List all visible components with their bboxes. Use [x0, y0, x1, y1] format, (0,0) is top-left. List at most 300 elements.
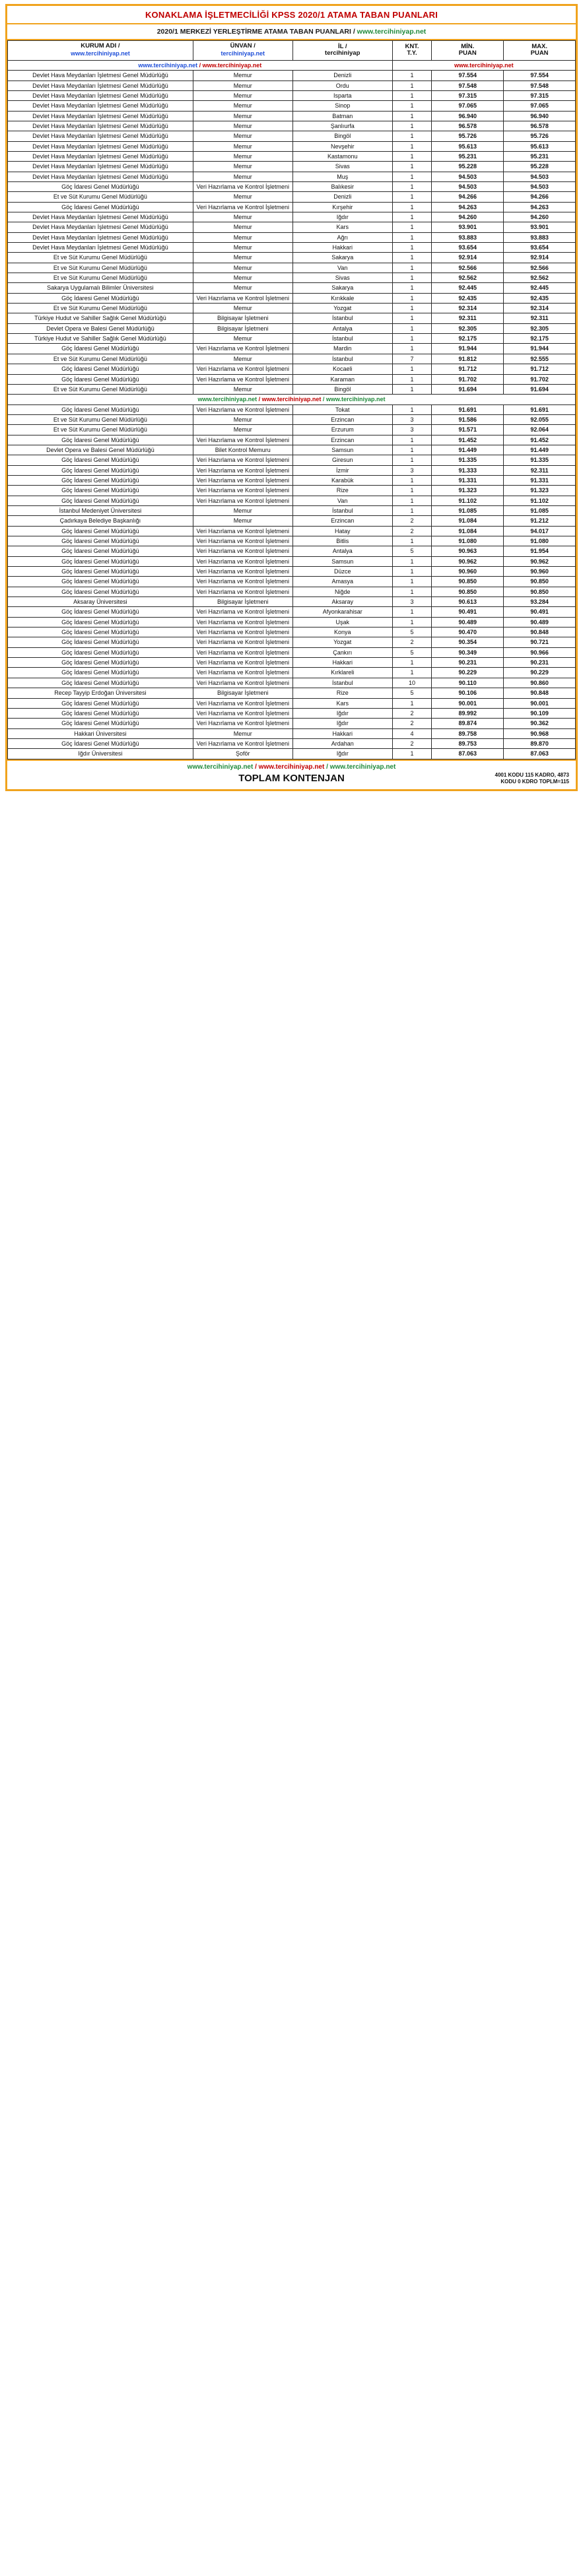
promo-mid-c: / www.tercihiniyap.net [322, 396, 386, 403]
cell-min-puan: 91.571 [432, 425, 504, 435]
cell-unvan: Veri Hazırlama ve Kontrol İşletmeni [193, 617, 292, 627]
cell-unvan: Bilet Kontrol Memuru [193, 445, 292, 455]
cell-max-puan: 90.109 [504, 708, 576, 718]
cell-kontenjan: 1 [392, 475, 432, 485]
cell-kontenjan: 2 [392, 516, 432, 526]
cell-min-puan: 92.314 [432, 304, 504, 313]
cell-il: İstanbul [292, 678, 392, 688]
cell-unvan: Memur [193, 263, 292, 273]
cell-kontenjan: 1 [392, 364, 432, 374]
cell-unvan: Veri Hazırlama ve Kontrol İşletmeni [193, 496, 292, 505]
cell-il: Sivas [292, 273, 392, 283]
cell-unvan: Memur [193, 414, 292, 424]
cell-il: Antalya [292, 546, 392, 556]
cell-kurum: Et ve Süt Kurumu Genel Müdürlüğü [8, 273, 193, 283]
cell-kurum: Devlet Hava Meydanları İşletmesi Genel Müdürlüğü [8, 80, 193, 90]
cell-il: Muş [292, 172, 392, 181]
promo-top-blue: www.tercihiniyap.net [138, 61, 198, 69]
cell-min-puan: 90.106 [432, 688, 504, 698]
cell-il: Giresun [292, 455, 392, 465]
cell-kontenjan: 1 [392, 192, 432, 202]
cell-unvan: Bilgisayar İşletmeni [193, 688, 292, 698]
cell-unvan: Veri Hazırlama ve Kontrol İşletmeni [193, 567, 292, 577]
cell-unvan: Memur [193, 384, 292, 394]
cell-unvan: Veri Hazırlama ve Kontrol İşletmeni [193, 719, 292, 728]
document-footer [7, 761, 576, 790]
cell-il: Iğdır [292, 708, 392, 718]
table-row [8, 334, 576, 344]
cell-max-puan: 92.055 [504, 414, 576, 424]
cell-kurum: Göç İdaresi Genel Müdürlüğü [8, 374, 193, 384]
cell-max-puan: 97.065 [504, 101, 576, 111]
cell-kontenjan: 1 [392, 658, 432, 668]
cell-il: Hakkari [292, 658, 392, 668]
table-row [8, 172, 576, 181]
table-row [8, 243, 576, 253]
table-row [8, 121, 576, 131]
cell-max-puan: 91.694 [504, 384, 576, 394]
table-row [8, 273, 576, 283]
cell-unvan: Veri Hazırlama ve Kontrol İşletmeni [193, 738, 292, 748]
cell-unvan: Memur [193, 151, 292, 161]
cell-unvan: Memur [193, 131, 292, 141]
cell-kurum: Et ve Süt Kurumu Genel Müdürlüğü [8, 253, 193, 263]
table-row [8, 131, 576, 141]
cell-kontenjan: 5 [392, 647, 432, 657]
table-row [8, 80, 576, 90]
cell-min-puan: 90.229 [432, 668, 504, 678]
cell-kontenjan: 1 [392, 141, 432, 151]
cell-max-puan: 90.960 [504, 567, 576, 577]
table-row [8, 111, 576, 121]
cell-max-puan: 89.870 [504, 738, 576, 748]
cell-il: İstanbul [292, 354, 392, 364]
cell-max-puan: 90.001 [504, 698, 576, 708]
cell-max-puan: 92.064 [504, 425, 576, 435]
cell-il: Sakarya [292, 253, 392, 263]
cell-unvan: Veri Hazırlama ve Kontrol İşletmeni [193, 465, 292, 475]
cell-unvan: Memur [193, 505, 292, 515]
cell-kurum: Et ve Süt Kurumu Genel Müdürlüğü [8, 354, 193, 364]
cell-max-puan: 94.503 [504, 181, 576, 191]
cell-kontenjan: 1 [392, 162, 432, 172]
table-row [8, 344, 576, 354]
cell-max-puan: 91.449 [504, 445, 576, 455]
table-row [8, 445, 576, 455]
cell-il: Kırıkkale [292, 293, 392, 303]
cell-unvan: Veri Hazırlama ve Kontrol İşletmeni [193, 374, 292, 384]
cell-kurum: Göç İdaresi Genel Müdürlüğü [8, 637, 193, 647]
cell-unvan: Memur [193, 304, 292, 313]
cell-max-puan: 93.654 [504, 243, 576, 253]
cell-min-puan: 91.323 [432, 486, 504, 496]
table-row [8, 617, 576, 627]
cell-il: Karaman [292, 374, 392, 384]
cell-unvan: Veri Hazırlama ve Kontrol İşletmeni [193, 181, 292, 191]
cell-min-puan: 91.691 [432, 404, 504, 414]
cell-il: Isparta [292, 90, 392, 100]
table-row [8, 577, 576, 587]
cell-max-puan: 92.311 [504, 313, 576, 323]
cell-min-puan: 91.080 [432, 536, 504, 546]
cell-min-puan: 91.449 [432, 445, 504, 455]
cell-kontenjan: 2 [392, 708, 432, 718]
cell-il: Bingöl [292, 131, 392, 141]
cell-il: Sakarya [292, 283, 392, 293]
cell-il: Konya [292, 628, 392, 637]
table-row [8, 384, 576, 394]
table-row [8, 253, 576, 263]
cell-max-puan: 94.260 [504, 212, 576, 222]
cell-max-puan: 94.263 [504, 202, 576, 212]
cell-max-puan: 90.850 [504, 587, 576, 596]
cell-kontenjan: 1 [392, 202, 432, 212]
cell-min-puan: 90.349 [432, 647, 504, 657]
cell-min-puan: 90.110 [432, 678, 504, 688]
cell-max-puan: 94.266 [504, 192, 576, 202]
cell-min-puan: 93.901 [432, 222, 504, 232]
cell-kurum: Hakkari Üniversitesi [8, 728, 193, 738]
cell-max-puan: 90.860 [504, 678, 576, 688]
cell-max-puan: 90.850 [504, 577, 576, 587]
table-row [8, 90, 576, 100]
cell-min-puan: 93.883 [432, 232, 504, 242]
cell-kurum: Devlet Hava Meydanları İşletmesi Genel Müdürlüğü [8, 71, 193, 80]
column-header-min-line2: PUAN [458, 49, 477, 57]
cell-kurum: Et ve Süt Kurumu Genel Müdürlüğü [8, 304, 193, 313]
cell-kontenjan: 1 [392, 111, 432, 121]
table-row [8, 607, 576, 617]
cell-il: Sivas [292, 162, 392, 172]
cell-unvan: Bilgisayar İşletmeni [193, 323, 292, 333]
cell-max-puan: 90.229 [504, 668, 576, 678]
cell-kurum: Devlet Hava Meydanları İşletmesi Genel Müdürlüğü [8, 162, 193, 172]
table-row [8, 212, 576, 222]
table-row [8, 304, 576, 313]
column-header-max-puan [504, 41, 576, 61]
cell-max-puan: 92.311 [504, 465, 576, 475]
column-header-kurum-url: www.tercihiniyap.net [71, 49, 130, 57]
promo-mid-a: www.tercihiniyap.net [197, 396, 257, 403]
table-row [8, 404, 576, 414]
promo-top-red: / www.tercihiniyap.net [199, 61, 262, 69]
cell-min-puan: 97.315 [432, 90, 504, 100]
cell-max-puan: 92.175 [504, 334, 576, 344]
cell-min-puan: 96.578 [432, 121, 504, 131]
cell-il: Bitlis [292, 536, 392, 546]
cell-il: Erzurum [292, 425, 392, 435]
cell-il: Samsun [292, 556, 392, 566]
cell-kurum: Göç İdaresi Genel Müdürlüğü [8, 668, 193, 678]
cell-unvan: Memur [193, 334, 292, 344]
table-row [8, 536, 576, 546]
table-row [8, 202, 576, 212]
cell-kurum: Göç İdaresi Genel Müdürlüğü [8, 455, 193, 465]
cell-unvan: Memur [193, 111, 292, 121]
table-row [8, 151, 576, 161]
cell-kontenjan: 1 [392, 283, 432, 293]
cell-min-puan: 90.491 [432, 607, 504, 617]
cell-min-puan: 95.726 [432, 131, 504, 141]
cell-kurum: Türkiye Hudut ve Sahiller Sağlık Genel Müdürlüğü [8, 313, 193, 323]
cell-il: Denizli [292, 71, 392, 80]
cell-kurum: Sakarya Uygulamalı Bilimler Üniversitesi [8, 283, 193, 293]
cell-max-puan: 94.503 [504, 172, 576, 181]
cell-il: Rize [292, 486, 392, 496]
table-row [8, 425, 576, 435]
cell-unvan: Veri Hazırlama ve Kontrol İşletmeni [193, 546, 292, 556]
table-row [8, 698, 576, 708]
total-kontenjan-label: TOPLAM KONTENJAN [238, 773, 345, 785]
cell-min-puan: 90.470 [432, 628, 504, 637]
subtitle-site-link: www.tercihiniyap.net [357, 28, 427, 36]
cell-max-puan: 92.435 [504, 293, 576, 303]
cell-unvan: Memur [193, 253, 292, 263]
cell-kurum: İstanbul Medeniyet Üniversitesi [8, 505, 193, 515]
cell-kontenjan: 1 [392, 71, 432, 80]
cell-unvan: Veri Hazırlama ve Kontrol İşletmeni [193, 364, 292, 374]
cell-kontenjan: 1 [392, 749, 432, 759]
cell-unvan: Memur [193, 212, 292, 222]
cell-max-puan: 91.323 [504, 486, 576, 496]
cell-min-puan: 96.940 [432, 111, 504, 121]
cell-kurum: Göç İdaresi Genel Müdürlüğü [8, 678, 193, 688]
cell-kontenjan: 1 [392, 536, 432, 546]
cell-max-puan: 91.085 [504, 505, 576, 515]
cell-max-puan: 97.315 [504, 90, 576, 100]
cell-kontenjan: 1 [392, 232, 432, 242]
table-row [8, 222, 576, 232]
cell-max-puan: 94.017 [504, 526, 576, 536]
cell-kontenjan: 2 [392, 637, 432, 647]
cell-unvan: Memur [193, 354, 292, 364]
cell-min-puan: 90.231 [432, 658, 504, 668]
cell-min-puan: 91.586 [432, 414, 504, 424]
cell-kontenjan: 1 [392, 172, 432, 181]
cell-il: İstanbul [292, 334, 392, 344]
table-row [8, 323, 576, 333]
cell-min-puan: 93.654 [432, 243, 504, 253]
cell-max-puan: 92.314 [504, 304, 576, 313]
cell-kurum: Göç İdaresi Genel Müdürlüğü [8, 181, 193, 191]
cell-kontenjan: 1 [392, 587, 432, 596]
cell-min-puan: 91.085 [432, 505, 504, 515]
cell-min-puan: 94.503 [432, 181, 504, 191]
cell-kontenjan: 1 [392, 131, 432, 141]
cell-unvan: Veri Hazırlama ve Kontrol İşletmeni [193, 435, 292, 445]
cell-kurum: Devlet Hava Meydanları İşletmesi Genel Müdürlüğü [8, 111, 193, 121]
cell-kurum: Aksaray Üniversitesi [8, 597, 193, 607]
cell-min-puan: 90.850 [432, 587, 504, 596]
cell-kontenjan: 1 [392, 486, 432, 496]
cell-max-puan: 90.362 [504, 719, 576, 728]
cell-kontenjan: 1 [392, 80, 432, 90]
cell-max-puan: 97.554 [504, 71, 576, 80]
cell-min-puan: 92.311 [432, 313, 504, 323]
cell-kurum: Çadırkaya Belediye Başkanlığı [8, 516, 193, 526]
promo-top-right [392, 60, 575, 70]
cell-kontenjan: 3 [392, 414, 432, 424]
cell-il: Yozgat [292, 637, 392, 647]
cell-max-puan: 90.966 [504, 647, 576, 657]
cell-unvan: Veri Hazırlama ve Kontrol İşletmeni [193, 698, 292, 708]
table-row [8, 728, 576, 738]
cell-min-puan: 92.175 [432, 334, 504, 344]
cell-max-puan: 90.968 [504, 728, 576, 738]
page-title: KONAKLAMA İŞLETMECİLİĞİ KPSS 2020/1 ATAMA TABAN PUANLARI [145, 10, 438, 20]
cell-min-puan: 90.001 [432, 698, 504, 708]
cell-kurum: Göç İdaresi Genel Müdürlüğü [8, 496, 193, 505]
cell-kontenjan: 1 [392, 384, 432, 394]
cell-max-puan: 96.940 [504, 111, 576, 121]
cell-max-puan: 90.848 [504, 628, 576, 637]
cell-il: Ardahan [292, 738, 392, 748]
cell-il: Amasya [292, 577, 392, 587]
table-row [8, 647, 576, 657]
cell-kontenjan: 1 [392, 151, 432, 161]
cell-kurum: Göç İdaresi Genel Müdürlüğü [8, 628, 193, 637]
cell-kontenjan: 1 [392, 344, 432, 354]
cell-il: Karabük [292, 475, 392, 485]
table-row [8, 414, 576, 424]
cell-kurum: Devlet Hava Meydanları İşletmesi Genel Müdürlüğü [8, 232, 193, 242]
cell-il: Hatay [292, 526, 392, 536]
cell-kurum: Devlet Hava Meydanları İşletmesi Genel Müdürlüğü [8, 101, 193, 111]
cell-il: Van [292, 496, 392, 505]
cell-max-puan: 93.883 [504, 232, 576, 242]
cell-max-puan: 92.555 [504, 354, 576, 364]
cell-unvan: Memur [193, 121, 292, 131]
table-row [8, 101, 576, 111]
table-body [8, 71, 576, 759]
cell-kurum: Göç İdaresi Genel Müdürlüğü [8, 658, 193, 668]
cell-max-puan: 97.548 [504, 80, 576, 90]
cell-kontenjan: 7 [392, 354, 432, 364]
cell-kurum: Devlet Hava Meydanları İşletmesi Genel Müdürlüğü [8, 151, 193, 161]
cell-il: Hakkari [292, 243, 392, 253]
cell-min-puan: 89.992 [432, 708, 504, 718]
cell-kurum: Göç İdaresi Genel Müdürlüğü [8, 647, 193, 657]
table-row [8, 719, 576, 728]
cell-min-puan: 94.503 [432, 172, 504, 181]
cell-unvan: Memur [193, 101, 292, 111]
cell-il: Ordu [292, 80, 392, 90]
table-row [8, 354, 576, 364]
cell-min-puan: 90.489 [432, 617, 504, 627]
promo-middle-text [8, 395, 576, 404]
cell-min-puan: 92.914 [432, 253, 504, 263]
cell-kontenjan: 1 [392, 243, 432, 253]
cell-unvan: Memur [193, 273, 292, 283]
cell-min-puan: 95.231 [432, 151, 504, 161]
table-row [8, 283, 576, 293]
cell-kurum: Devlet Hava Meydanları İşletmesi Genel Müdürlüğü [8, 90, 193, 100]
cell-unvan: Memur [193, 516, 292, 526]
cell-il: Aksaray [292, 597, 392, 607]
kadro-codes [444, 772, 569, 786]
cell-kontenjan: 1 [392, 101, 432, 111]
cell-il: Erzincan [292, 435, 392, 445]
cell-kurum: Göç İdaresi Genel Müdürlüğü [8, 465, 193, 475]
cell-il: Niğde [292, 587, 392, 596]
footer-totals [9, 771, 574, 789]
cell-kurum: Devlet Hava Meydanları İşletmesi Genel Müdürlüğü [8, 222, 193, 232]
cell-unvan: Memur [193, 243, 292, 253]
cell-kontenjan: 2 [392, 719, 432, 728]
column-header-min-line1: MİN. [461, 42, 475, 50]
cell-kontenjan: 1 [392, 121, 432, 131]
cell-kontenjan: 1 [392, 293, 432, 303]
cell-il: Van [292, 263, 392, 273]
cell-kontenjan: 3 [392, 597, 432, 607]
table-row [8, 637, 576, 647]
cell-max-puan: 90.231 [504, 658, 576, 668]
column-header-il-line1: İL / [337, 42, 347, 50]
table-row [8, 587, 576, 596]
cell-kurum: Devlet Hava Meydanları İşletmesi Genel Müdürlüğü [8, 172, 193, 181]
column-header-il [292, 41, 392, 61]
column-header-min-puan [432, 41, 504, 61]
table-row [8, 496, 576, 505]
cell-il: Nevşehir [292, 141, 392, 151]
cell-max-puan: 91.102 [504, 496, 576, 505]
cell-unvan: Bilgisayar İşletmeni [193, 597, 292, 607]
cell-unvan: Memur [193, 425, 292, 435]
cell-kurum: Göç İdaresi Genel Müdürlüğü [8, 344, 193, 354]
cell-max-puan: 90.721 [504, 637, 576, 647]
cell-kontenjan: 1 [392, 263, 432, 273]
cell-il: Balıkesir [292, 181, 392, 191]
table-row [8, 374, 576, 384]
cell-il: Bingöl [292, 384, 392, 394]
cell-min-puan: 92.566 [432, 263, 504, 273]
cell-min-puan: 97.554 [432, 71, 504, 80]
cell-max-puan: 92.305 [504, 323, 576, 333]
cell-kurum: Recep Tayyip Erdoğan Üniversitesi [8, 688, 193, 698]
cell-il: Ağrı [292, 232, 392, 242]
cell-unvan: Memur [193, 728, 292, 738]
cell-kontenjan: 1 [392, 181, 432, 191]
cell-unvan: Memur [193, 283, 292, 293]
cell-kontenjan: 1 [392, 505, 432, 515]
table-row [8, 567, 576, 577]
cell-il: Rize [292, 688, 392, 698]
table-row [8, 628, 576, 637]
table-row [8, 71, 576, 80]
cell-min-puan: 94.263 [432, 202, 504, 212]
cell-kontenjan: 1 [392, 273, 432, 283]
cell-max-puan: 93.284 [504, 597, 576, 607]
cell-unvan: Veri Hazırlama ve Kontrol İşletmeni [193, 587, 292, 596]
cell-kurum: Türkiye Hudut ve Sahiller Sağlık Genel Müdürlüğü [8, 334, 193, 344]
cell-unvan: Memur [193, 80, 292, 90]
cell-kurum: Göç İdaresi Genel Müdürlüğü [8, 202, 193, 212]
cell-il: Erzincan [292, 414, 392, 424]
subtitle-text: 2020/1 MERKEZİ YERLEŞTİRME ATAMA TABAN PUANLARI / [156, 28, 355, 36]
cell-il: Iğdır [292, 212, 392, 222]
cell-max-puan: 90.491 [504, 607, 576, 617]
cell-kurum: Göç İdaresi Genel Müdürlüğü [8, 293, 193, 303]
table-row [8, 232, 576, 242]
cell-unvan: Veri Hazırlama ve Kontrol İşletmeni [193, 658, 292, 668]
cell-kurum: Et ve Süt Kurumu Genel Müdürlüğü [8, 384, 193, 394]
cell-kurum: Göç İdaresi Genel Müdürlüğü [8, 577, 193, 587]
cell-max-puan: 92.562 [504, 273, 576, 283]
cell-min-puan: 95.613 [432, 141, 504, 151]
table-row [8, 162, 576, 172]
cell-kurum: Et ve Süt Kurumu Genel Müdürlüğü [8, 414, 193, 424]
cell-max-puan: 91.702 [504, 374, 576, 384]
